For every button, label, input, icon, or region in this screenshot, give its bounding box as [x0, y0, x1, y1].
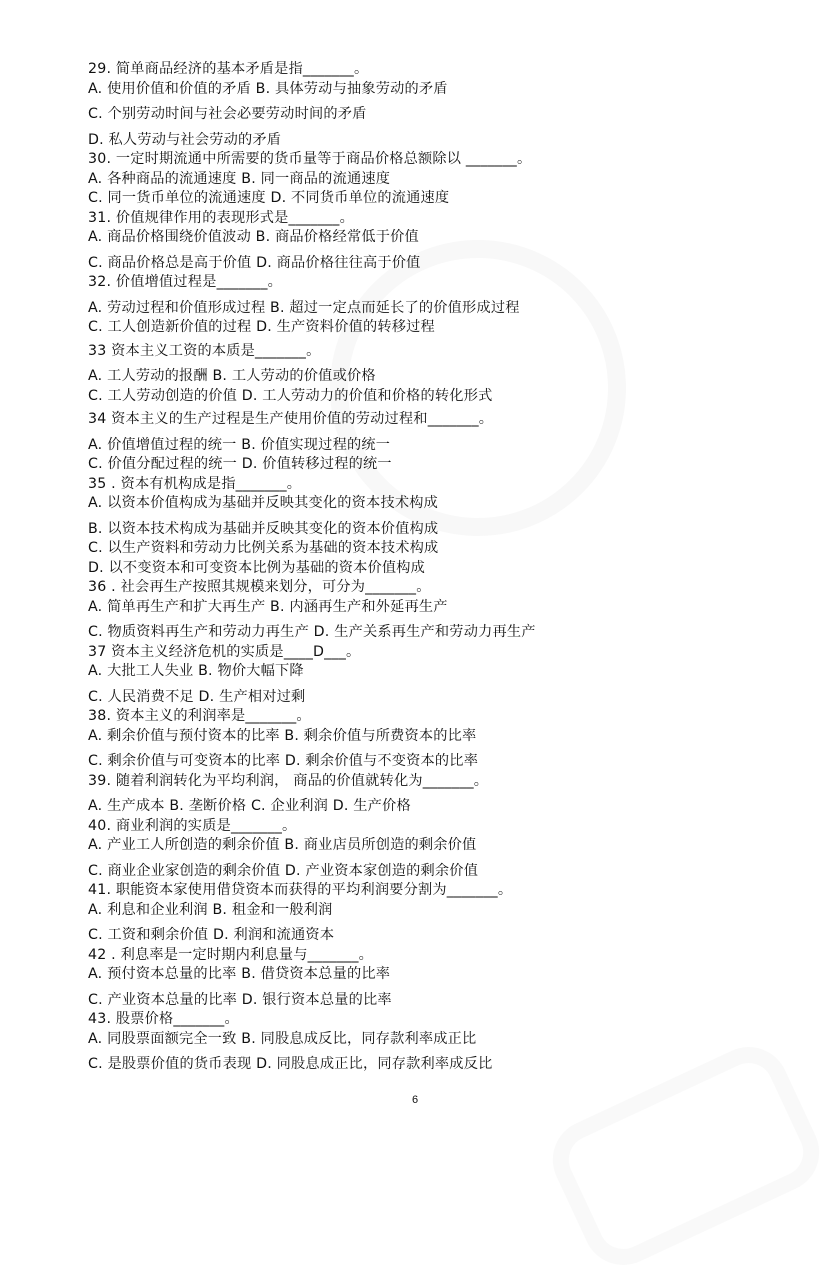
option-line: A. 简单再生产和扩大再生产 B. 内涵再生产和外延再生产	[88, 598, 448, 615]
option-line: A. 各种商品的流通速度 B. 同一商品的流通速度	[88, 170, 391, 187]
question-39: 39. 随着利润转化为平均利润， 商品的价值就转化为_______。	[88, 772, 489, 789]
option-line: C. 产业资本总量的比率 D. 银行资本总量的比率	[88, 991, 392, 1008]
page-number: 6	[411, 1094, 419, 1106]
option-line: A. 同股票面额完全一致 B. 同股息成反比，同存款利率成正比	[88, 1030, 477, 1047]
option-line: A. 商品价格围绕价值波动 B. 商品价格经常低于价值	[88, 229, 419, 245]
option-line: A. 大批工人失业 B. 物价大幅下降	[88, 663, 304, 679]
option-line: A. 生产成本 B. 垄断价格 C. 企业利润 D. 生产价格	[88, 798, 411, 814]
question-38: 38. 资本主义的利润率是_______。	[88, 708, 311, 724]
option-line: A. 产业工人所创造的剩余价值 B. 商业店员所创造的剩余价值	[88, 837, 477, 853]
option-line: A. 以资本价值构成为基础并反映其变化的资本技术构成	[88, 495, 438, 511]
option-line: C. 剩余价值与可变资本的比率 D. 剩余价值与不变资本的比率	[88, 753, 479, 769]
option-line: C. 人民消费不足 D. 生产相对过剩	[88, 688, 306, 705]
option-line: C. 是股票价值的货币表现 D. 同股息成正比，同存款利率成反比	[88, 1056, 493, 1072]
option-line: A. 价值增值过程的统一 B. 价值实现过程的统一	[88, 436, 391, 453]
question-32: 32. 价值增值过程是_______。	[88, 274, 283, 290]
option-line: A. 劳动过程和价值形成过程 B. 超过一定点而延长了的价值形成过程	[88, 299, 520, 316]
option-line: C. 商品价格总是高于价值 D. 商品价格往往高于价值	[88, 254, 421, 271]
option-line: C. 工人创造新价值的过程 D. 生产资料价值的转移过程	[88, 319, 435, 335]
option-line: C. 以生产资料和劳动力比例关系为基础的资本技术构成	[88, 540, 439, 556]
option-line: B. 以资本技术构成为基础并反映其变化的资本价值构成	[88, 520, 439, 537]
option-line: A. 工人劳动的报酬 B. 工人劳动的价值或价格	[88, 368, 376, 384]
option-line: D. 私人劳动与社会劳动的矛盾	[88, 131, 282, 148]
option-line: A. 利息和企业利润 B. 租金和一般利润	[88, 901, 333, 918]
option-line: C. 同一货币单位的流通速度 D. 不同货币单位的流通速度	[88, 190, 450, 206]
question-34: 34 资本主义的生产过程是生产使用价值的劳动过程和_______。	[88, 411, 494, 427]
question-29: 29. 简单商品经济的基本矛盾是指_______。	[88, 61, 369, 77]
option-line: C. 物质资料再生产和劳动力再生产 D. 生产关系再生产和劳动力再生产	[88, 624, 536, 640]
option-line: C. 工人劳动创造的价值 D. 工人劳动力的价值和价格的转化形式	[88, 387, 493, 404]
option-line: D. 以不变资本和可变资本比例为基础的资本价值构成	[88, 559, 426, 576]
option-line: A. 剩余价值与预付资本的比率 B. 剩余价值与所费资本的比率	[88, 727, 477, 744]
question-43: 43. 股票价格_______。	[88, 1011, 239, 1027]
question-42: 42 . 利息率是一定时期内利息量与_______。	[88, 946, 374, 963]
question-33: 33 资本主义工资的本质是_______。	[88, 342, 321, 359]
option-line: C. 价值分配过程的统一 D. 价值转移过程的统一	[88, 456, 392, 472]
question-36: 36 . 社会再生产按照其规模来划分，可分为_______。	[88, 579, 431, 595]
question-40: 40. 商业利润的实质是_______。	[88, 817, 297, 834]
question-31: 31. 价值规律作用的表现形式是_______。	[88, 209, 354, 226]
question-37: 37 资本主义经济危机的实质是____D___。	[88, 643, 361, 660]
option-line: C. 工资和剩余价值 D. 利润和流通资本	[88, 927, 335, 943]
question-list	[88, 60, 748, 1075]
option-line: C. 商业企业家创造的剩余价值 D. 产业资本家创造的剩余价值	[88, 862, 479, 879]
question-35: 35 . 资本有机构成是指_______。	[88, 475, 302, 492]
question-30: 30. 一定时期流通中所需要的货币量等于商品价格总额除以 _______。	[88, 151, 532, 167]
option-line: A. 使用价值和价值的矛盾 B. 具体劳动与抽象劳动的矛盾	[88, 80, 448, 97]
question-41: 41. 职能资本家使用借贷资本而获得的平均利润要分割为_______。	[88, 882, 513, 898]
option-line: A. 预付资本总量的比率 B. 借贷资本总量的比率	[88, 966, 391, 982]
option-line: C. 个别劳动时间与社会必要劳动时间的矛盾	[88, 106, 367, 122]
